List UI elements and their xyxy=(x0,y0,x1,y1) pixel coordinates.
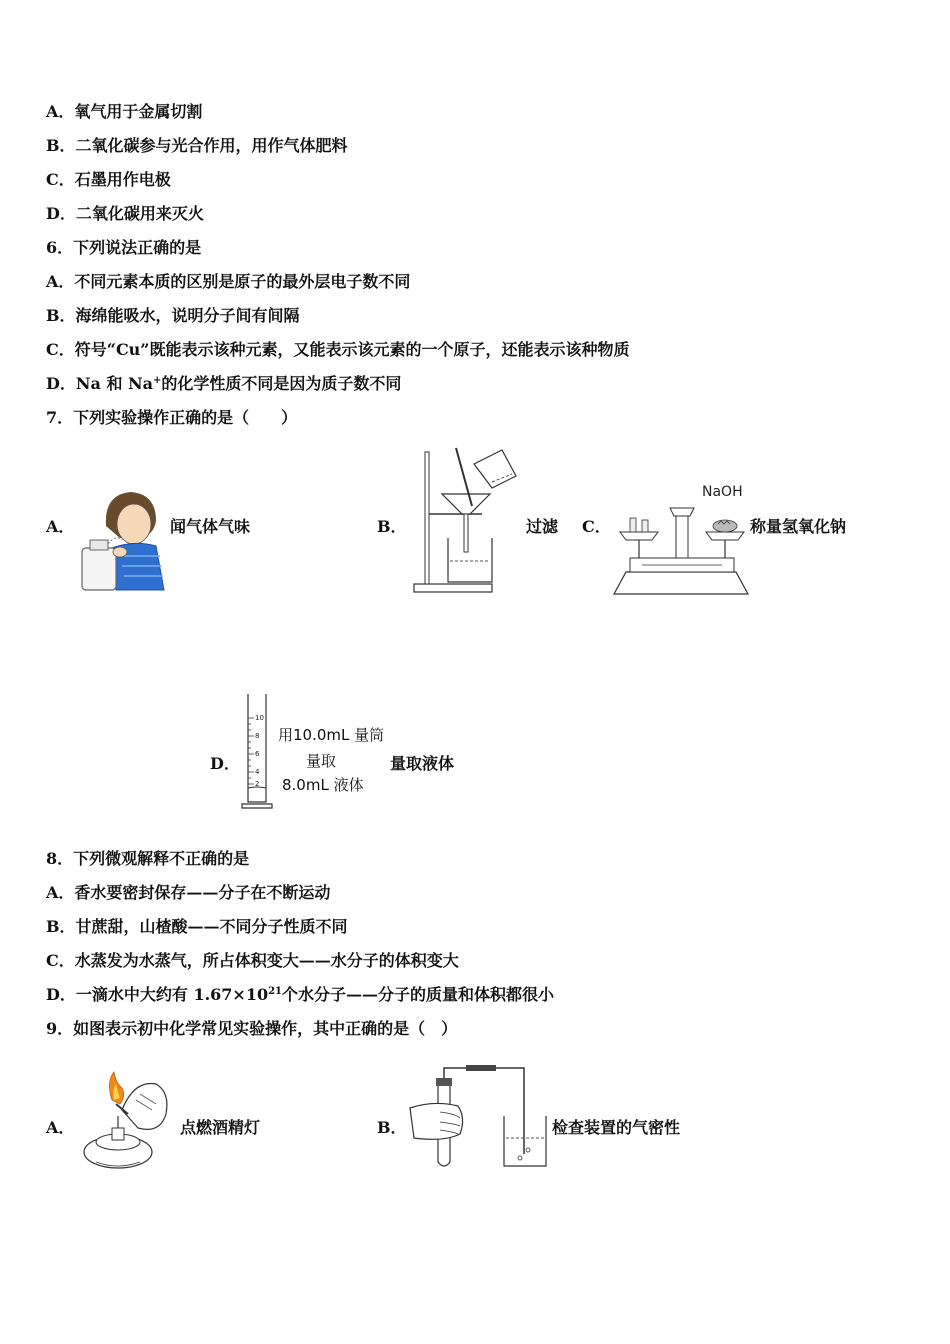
filtration-apparatus-figure xyxy=(412,446,522,594)
q7-d-fig-line2: 量取 xyxy=(306,752,337,770)
cylinder-tick-6: 6 xyxy=(255,750,260,758)
q7-a-text: 闻气体气味 xyxy=(170,517,251,536)
cylinder-tick-10: 10 xyxy=(255,714,264,722)
cylinder-tick-8: 8 xyxy=(255,732,260,740)
q7-d-label: D． xyxy=(210,754,240,773)
q8-option-c: C．水蒸发为水蒸气，所占体积变大——水分子的体积变大 xyxy=(46,951,459,970)
cylinder-tick-2: 2 xyxy=(255,780,260,788)
q6-option-d xyxy=(46,374,401,394)
q9-b-label: B． xyxy=(377,1118,407,1137)
q7-d-fig-line3: 8.0mL 液体 xyxy=(282,776,364,794)
alcohol-lamp-lighting-figure xyxy=(76,1070,176,1174)
q8-option-a: A．香水要密封保存——分子在不断运动 xyxy=(46,883,331,902)
q8-option-d-suffix: 个水分子——分子的质量和体积都很小 xyxy=(282,985,555,1004)
q9-stem: 9．如图表示初中化学常见实验操作，其中正确的是（ ） xyxy=(46,1019,458,1038)
naoh-label: NaOH xyxy=(702,484,743,500)
q7-a-label: A． xyxy=(46,517,75,536)
q6-stem: 6．下列说法正确的是 xyxy=(46,238,202,257)
q5-option-b: B．二氧化碳参与光合作用，用作气体肥料 xyxy=(46,136,348,155)
q8-option-d-prefix: D．一滴水中大约有 1.67×10 xyxy=(46,985,269,1004)
cylinder-tick-4: 4 xyxy=(255,768,260,776)
q8-option-d xyxy=(46,985,554,1005)
q6-option-d-prefix: D．Na 和 Na xyxy=(46,374,154,393)
q7-b-label: B． xyxy=(377,517,407,536)
q6-option-b: B．海绵能吸水，说明分子间有间隔 xyxy=(46,306,300,325)
q9-a-label: A． xyxy=(46,1118,75,1137)
q7-b-text: 过滤 xyxy=(526,517,559,536)
q7-d-fig-line1: 用10.0mL 量筒 xyxy=(278,726,385,744)
q7-c-label: C． xyxy=(582,517,611,536)
q8-option-d-sup: 21 xyxy=(268,986,283,997)
q8-option-b: B．甘蔗甜，山楂酸——不同分子性质不同 xyxy=(46,917,348,936)
q7-c-text: 称量氢氧化钠 xyxy=(750,517,847,536)
q9-b-text: 检查装置的气密性 xyxy=(552,1118,681,1137)
q5-option-a: A．氧气用于金属切割 xyxy=(46,102,203,121)
q8-stem: 8．下列微观解释不正确的是 xyxy=(46,849,250,868)
graduated-cylinder-figure xyxy=(238,690,278,812)
q6-option-d-sup: + xyxy=(153,375,162,386)
q7-stem: 7．下列实验操作正确的是（ ） xyxy=(46,408,298,427)
q6-option-c: C．符号“Cu”既能表示该种元素，又能表示该元素的一个原子，还能表示该种物质 xyxy=(46,340,630,359)
q5-option-c: C．石墨用作电极 xyxy=(46,170,171,189)
sniffing-child-figure xyxy=(76,486,168,592)
q7-d-text: 量取液体 xyxy=(390,754,455,773)
q5-option-d: D．二氧化碳用来灭火 xyxy=(46,204,204,223)
q6-option-a: A．不同元素本质的区别是原子的最外层电子数不同 xyxy=(46,272,411,291)
airtightness-check-figure xyxy=(404,1062,554,1172)
balance-scale-figure xyxy=(612,480,752,598)
q9-a-text: 点燃酒精灯 xyxy=(180,1118,261,1137)
q6-option-d-suffix: 的化学性质不同是因为质子数不同 xyxy=(161,374,402,393)
